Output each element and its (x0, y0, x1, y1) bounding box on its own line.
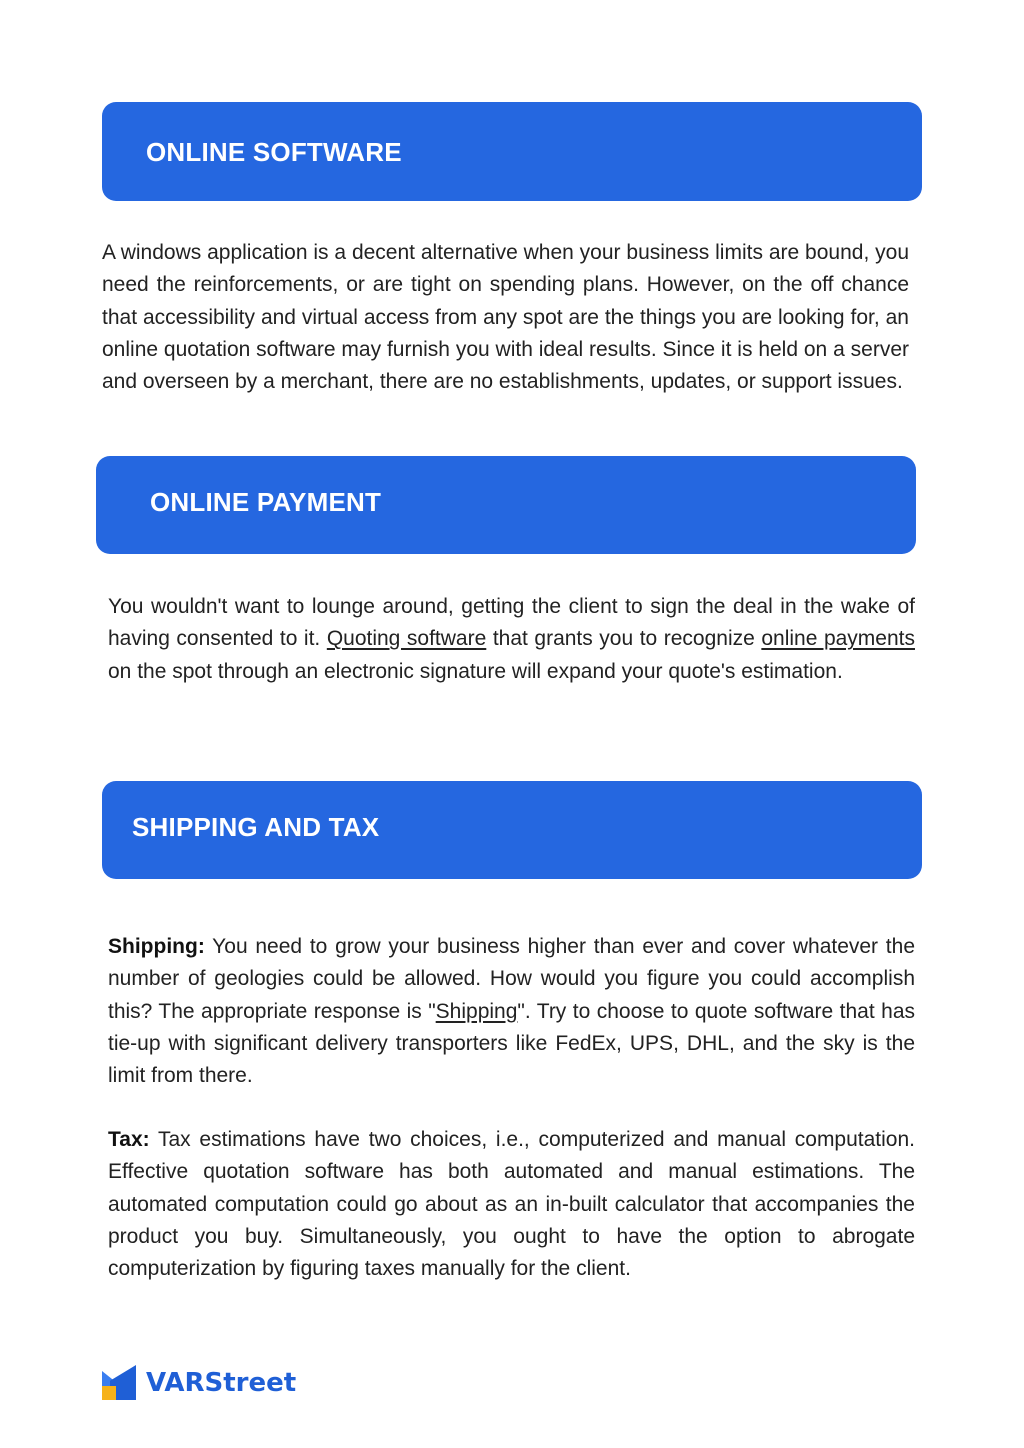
section-header-online-payment (96, 456, 916, 554)
shipping-paragraph (108, 931, 915, 1092)
shipping-link[interactable]: Shipping (435, 999, 518, 1023)
shipping-label: Shipping: (108, 935, 205, 958)
paragraph-text: Tax estimations have two choices, i.e., computerized and manual computation. Effective quotation software has both automated and manual estimations. The automated computation could go about as an in-built calculator that accompanies the product you buy. Simultaneously, you ought to have the option to abrogate computerization by figuring taxes manually for the client. (108, 1128, 915, 1281)
paragraph-text: ". Try to choose to quote software that has tie-up with significant delivery transporters like FedEx, UPS, DHL, and the sky is the limit from there. (108, 999, 915, 1088)
section-title: ONLINE SOFTWARE (146, 137, 402, 167)
paragraph-text: You wouldn't want to lounge around, getting the client to sign the deal in the wake of having consented to it. (108, 595, 915, 651)
tax-label: Tax: (108, 1128, 150, 1151)
paragraph-text: You need to grow your business higher than ever and cover whatever the number of geologies could be allowed. How would you figure you could accomplish this? The appropriate response is " (108, 935, 915, 1023)
section-title: ONLINE PAYMENT (150, 487, 382, 517)
section-paragraph: A windows application is a decent alternative when your business limits are bound, you need the reinforcements, or are tight on spending plans. However, on the off chance that accessibility and virtual access from any spot are the things you are looking for, an online quotation software may furnish you with ideal results. Since it is held on a server and overseen by a merchant, there are no establishments, updates, or support issues. (102, 241, 909, 394)
tax-paragraph (108, 1124, 915, 1285)
varstreet-logo (102, 1364, 296, 1401)
section-paragraph (108, 591, 915, 688)
paragraph-text: that grants you to recognize (486, 627, 762, 651)
section-title: SHIPPING AND TAX (132, 812, 380, 842)
paragraph-text: on the spot through an electronic signature will expand your quote's estimation. (108, 659, 843, 683)
quoting-software-link[interactable]: Quoting software (326, 627, 487, 651)
online-payments-link[interactable]: online payments (761, 627, 915, 651)
section-header-shipping-and-tax (102, 781, 922, 879)
section-header-online-software (102, 102, 922, 201)
varstreet-logo-icon (102, 1365, 136, 1400)
logo-text: VARStreet (146, 1367, 297, 1398)
